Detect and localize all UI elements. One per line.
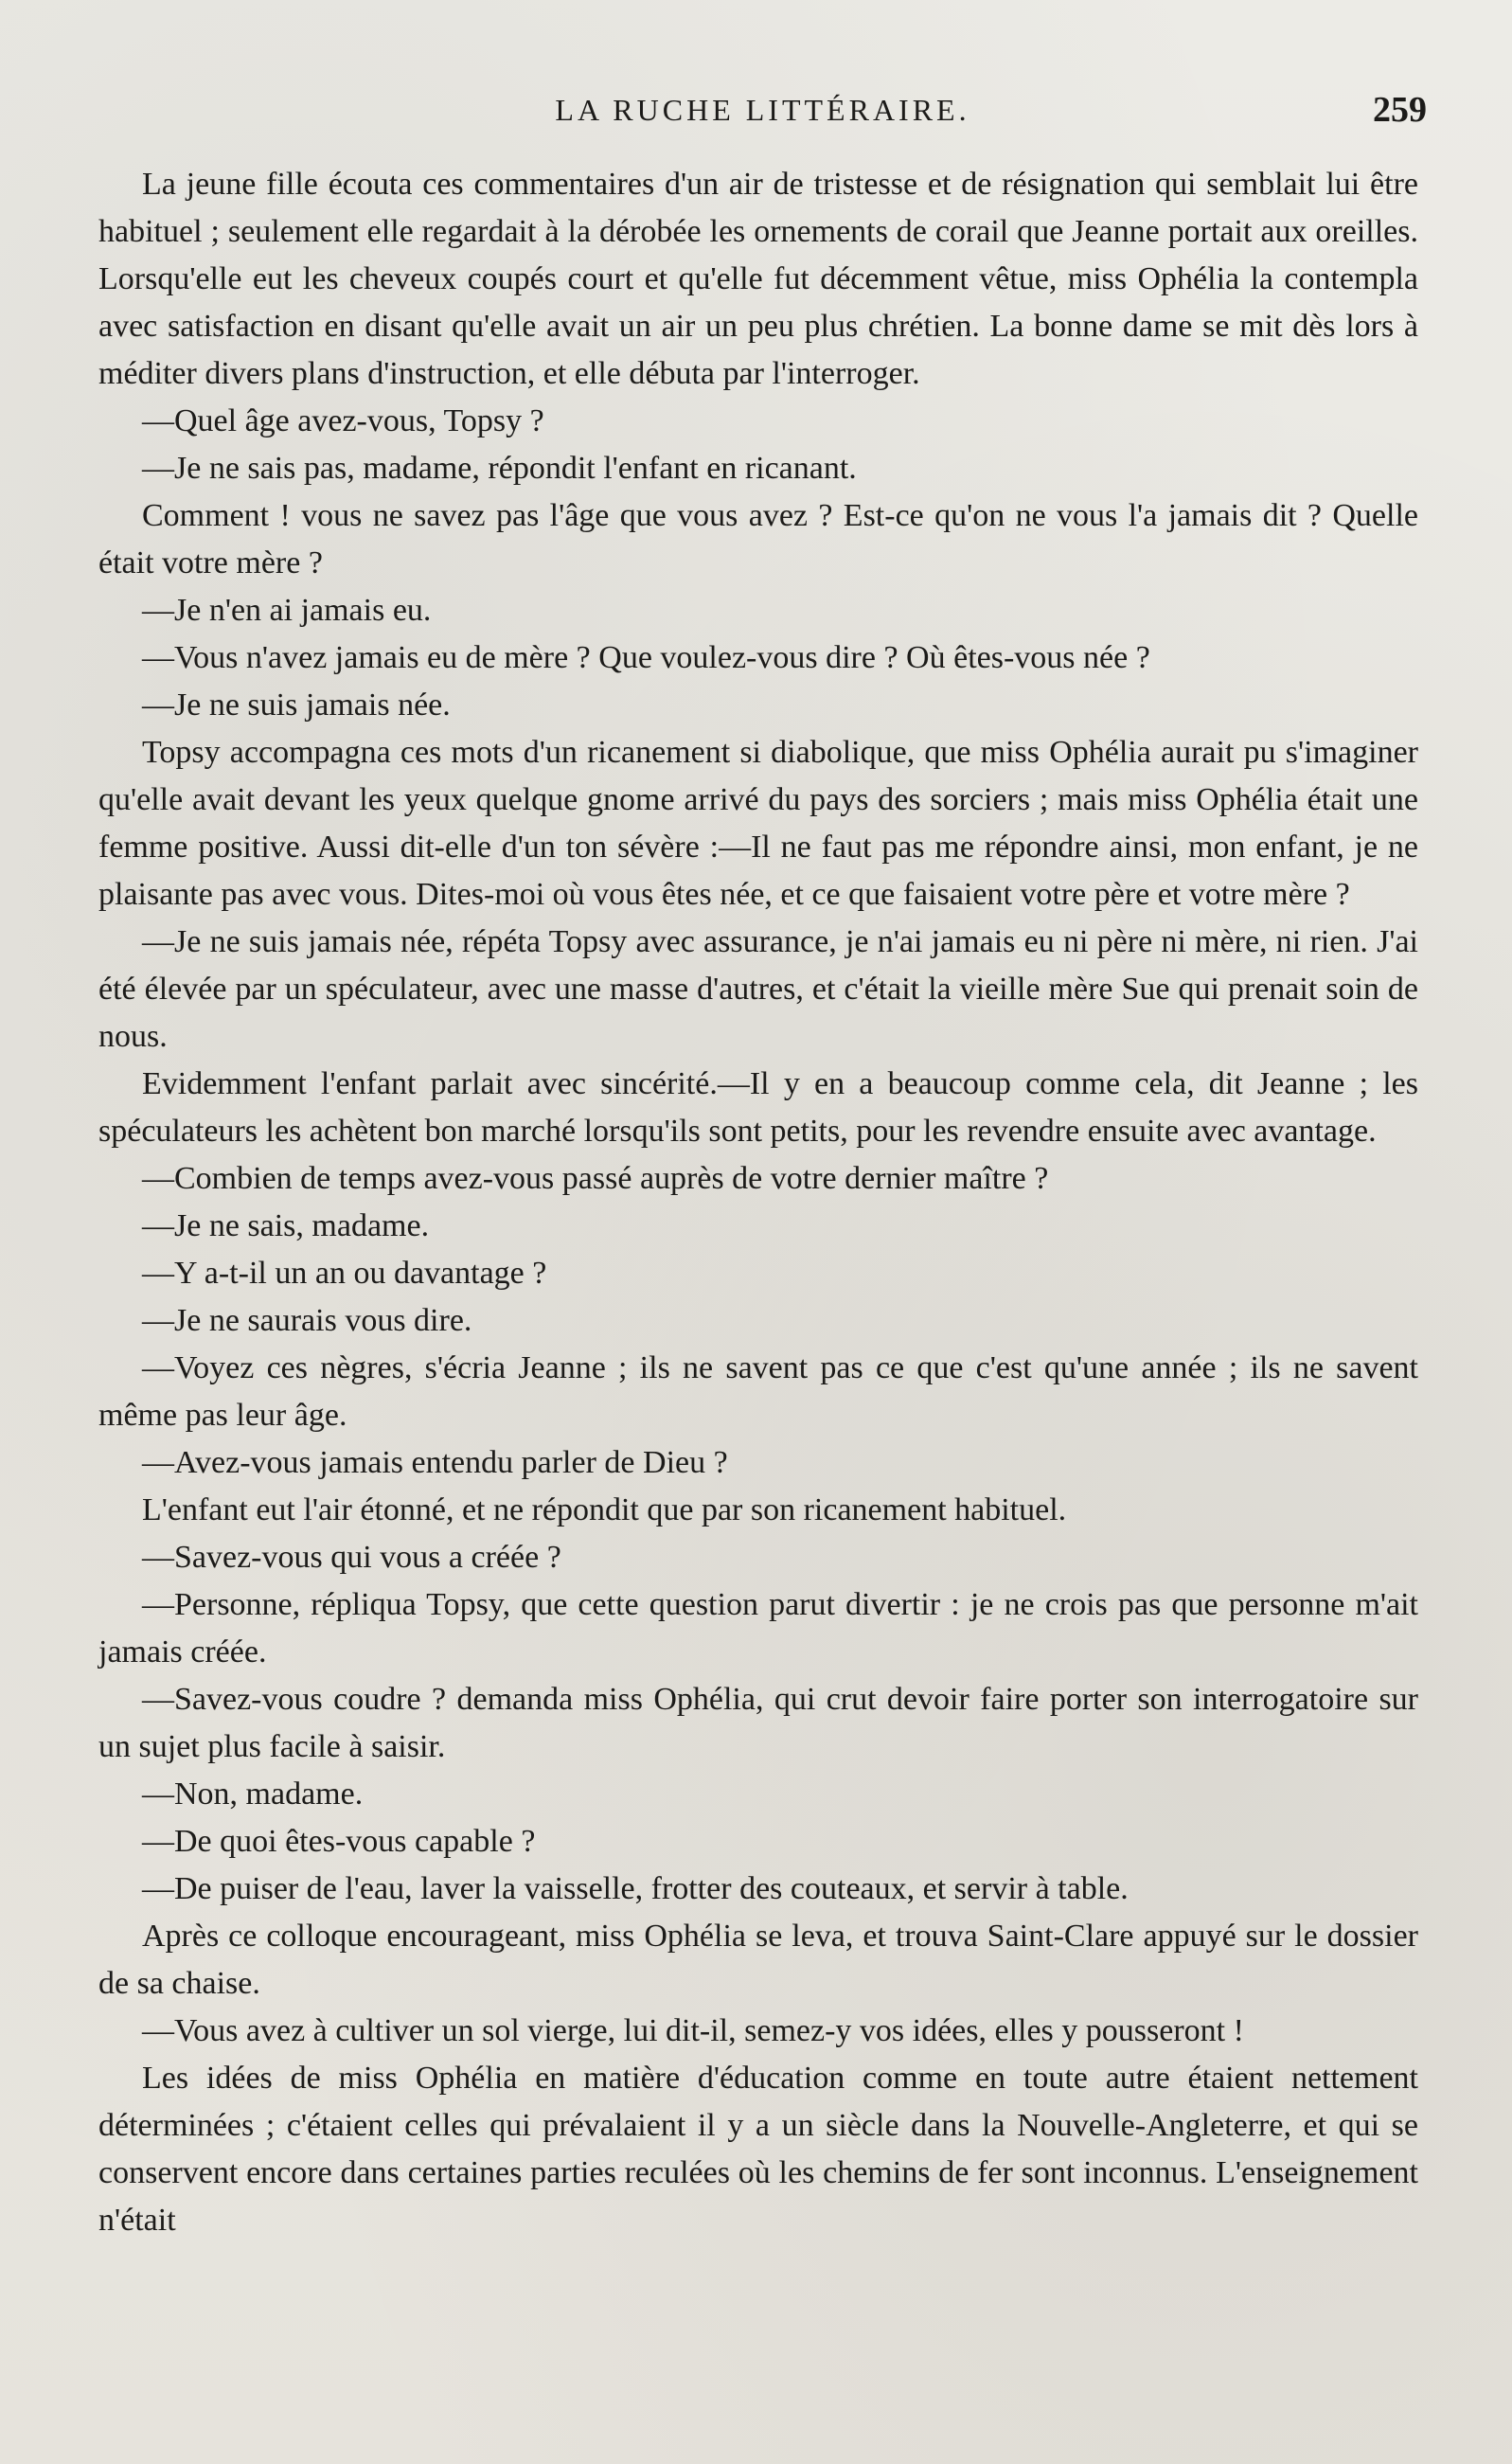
page-header (98, 87, 1427, 133)
paragraph: —Y a-t-il un an ou davantage ? (142, 1256, 547, 1291)
paragraph: Topsy accompagna ces mots d'un ricanement si diabolique, que miss Ophélia aurait pu s'imaginer qu'elle avait devant les yeux quelque gnome arrivé du pays des sorciers ; mais miss Ophélia était une femme positive. Aussi dit-elle d'un ton sévère :—Il ne faut pas me répondre ainsi, mon enfant, je ne plaisante pas avec vous. Dites-moi où vous êtes née, et ce que faisaient votre père et votre mère ? (98, 735, 1418, 912)
page-number: 259 (1373, 90, 1427, 130)
paragraph: La jeune fille écouta ces commentaires d'un air de tristesse et de résignation qui semblait lui être habituel ; seulement elle regardait à la dérobée les ornements de corail que Jeanne portait aux oreilles. Lorsqu'elle eut les cheveux coupés court et qu'elle fut décemment vêtue, miss Ophélia la contempla avec satisfaction en disant qu'elle avait un air un peu plus chrétien. La bonne dame se mit dès lors à méditer divers plans d'instruction, et elle débuta par l'interroger. (98, 167, 1418, 391)
paragraph: L'enfant eut l'air étonné, et ne répondit que par son ricanement habituel. (142, 1492, 1067, 1527)
paragraph: Comment ! vous ne savez pas l'âge que vous avez ? Est-ce qu'on ne vous l'a jamais dit ? Quelle était votre mère ? (98, 498, 1418, 580)
paragraph: —Non, madame. (142, 1777, 364, 1812)
paragraph: Evidemment l'enfant parlait avec sincérité.—Il y en a beaucoup comme cela, dit Jeanne ; les spéculateurs les achètent bon marché lorsqu'ils sont petits, pour les revendre ensuite avec avantage. (98, 1066, 1418, 1149)
paragraph: —Voyez ces nègres, s'écria Jeanne ; ils ne savent pas ce que c'est qu'une année ; ils ne savent même pas leur âge. (98, 1350, 1418, 1433)
paragraph: —Je ne sais, madame. (142, 1208, 430, 1243)
paragraph: —Vous n'avez jamais eu de mère ? Que voulez-vous dire ? Où êtes-vous née ? (142, 640, 1150, 675)
paragraph: —Savez-vous qui vous a créée ? (142, 1540, 561, 1575)
paragraph: —De puiser de l'eau, laver la vaisselle, frotter des couteaux, et servir à table. (142, 1871, 1129, 1906)
paragraph: —Personne, répliqua Topsy, que cette question parut divertir : je ne crois pas que personne m'ait jamais créée. (98, 1587, 1418, 1669)
paragraph: —Combien de temps avez-vous passé auprès de votre dernier maître ? (142, 1161, 1049, 1196)
paragraph: Après ce colloque encourageant, miss Ophélia se leva, et trouva Saint-Clare appuyé sur le dossier de sa chaise. (98, 1919, 1418, 2001)
running-title: LA RUCHE LITTÉRAIRE. (555, 93, 970, 127)
paragraph: —Je ne suis jamais née. (142, 687, 451, 723)
paragraph: —Avez-vous jamais entendu parler de Dieu ? (142, 1445, 728, 1480)
paragraph: —Vous avez à cultiver un sol vierge, lui dit-il, semez-y vos idées, elles y pousseront ! (142, 2013, 1244, 2048)
paragraph: —Savez-vous coudre ? demanda miss Ophélia, qui crut devoir faire porter son interrogatoire sur un sujet plus facile à saisir. (98, 1682, 1418, 1764)
paragraph: —Je ne saurais vous dire. (142, 1303, 472, 1338)
paragraph: Les idées de miss Ophélia en matière d'éducation comme en toute autre étaient nettement déterminées ; c'étaient celles qui prévalaient il y a un siècle dans la Nouvelle-Angleterre, et qui se conservent encore dans certaines parties reculées où les chemins de fer sont inconnus. L'enseignement n'était (98, 2061, 1418, 2238)
paragraph: —Je ne sais pas, madame, répondit l'enfant en ricanant. (142, 451, 857, 486)
paragraph: —Quel âge avez-vous, Topsy ? (142, 403, 544, 438)
paragraph: —Je ne suis jamais née, répéta Topsy avec assurance, je n'ai jamais eu ni père ni mère, ni rien. J'ai été élevée par un spéculateur, avec une masse d'autres, et c'était la vieille mère Sue qui prenait soin de nous. (98, 924, 1418, 1054)
body-text (98, 161, 1418, 2244)
paragraph: —Je n'en ai jamais eu. (142, 593, 432, 628)
paragraph: —De quoi êtes-vous capable ? (142, 1824, 536, 1859)
